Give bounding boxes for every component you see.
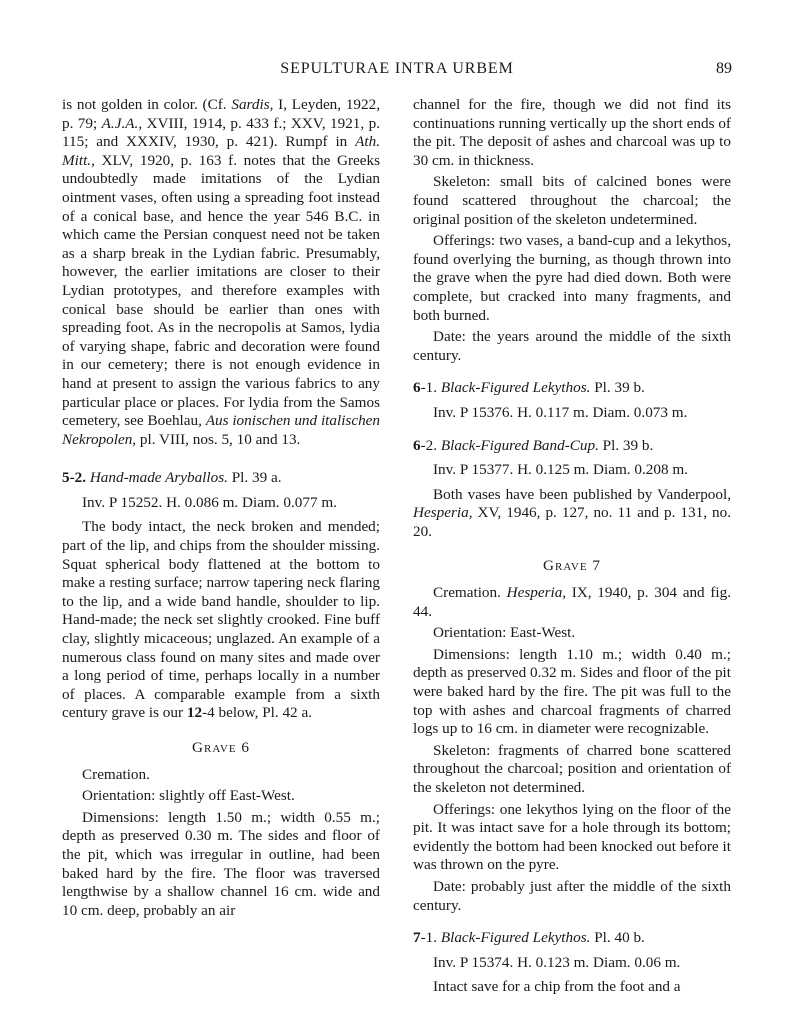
entry-heading-6-1: 6-1. Black-Figured Lekythos. Pl. 39 b. [413, 379, 645, 397]
grave-7-heading: Grave 7 [543, 557, 601, 575]
grave-7-offerings: Offerings: one lekythos lying on the floor of the pit. It was intact save for a hole through its bottom; evidently the bottom had been knocked out before it was thrown on the pyre. [413, 800, 731, 874]
paragraph-lydian-vases: is not golden in color. (Cf. Sardis, I, Leyden, 1922, p. 79; A.J.A., XVIII, 1914, p. 433 f.; XXV, 1921, p. 115; and XXXIV, 1930, p. 421). Rumpf in Ath. Mitt., XLV, 1920, p. 163 f. notes that the Greeks undoubtedly made imitations of the Lydian ointment vases, often using a spreading foot instead of a conical base, and hence the year 546 B.C. in which came the Persian conquest need not be taken as a sharp break in the Lydian fabric. Presumably, however, the earlier imitations are closer to their Lydian prototypes, and therefore examples with conical base should be earlier than ones with spreading foot. As in the necropolis at Samos, lydia of varying shape, fabric and decoration were found in our cemetery; there is not enough evidence in hand at present to assign the various fabrics to any particular place or places. For lydia from the Samos cemetery, see Boehlau, Aus ionischen und italischen Nekropolen, pl. VIII, nos. 5, 10 and 13. [62, 96, 380, 448]
grave-7-skeleton: Skeleton: fragments of charred bone scattered throughout the charcoal; position and orientation of the skeleton not determined. [413, 741, 731, 796]
grave-7-type: Cremation. Hesperia, IX, 1940, p. 304 and fig. 44. [413, 584, 732, 620]
grave-6-type: Cremation. [82, 765, 150, 783]
right-column [413, 96, 731, 1000]
inventory-6-2: Inv. P 15377. H. 0.125 m. Diam. 0.208 m. [433, 461, 688, 479]
inventory-7-1: Inv. P 15374. H. 0.123 m. Diam. 0.06 m. [433, 953, 681, 971]
description-5-2: The body intact, the neck broken and mended; part of the lip, and chips from the shoulder missing. Squat spherical body flattened at the bottom to make a resting surface; narrow tapering neck flaring to the lip, and a wide band handle, shoulder to lip. Hand-made; the neck set slightly crooked. Fine buff clay, slightly micaceous; unglazed. An example of a numerous class found on many sites and made over a long period of time, perhaps locally in a number of places. A comparable example from a sixth century grave is our 12-4 below, Pl. 42 a. [62, 518, 380, 722]
running-title: SEPULTURAE INTRA URBEM [280, 60, 514, 77]
grave-7-orientation: Orientation: East-West. [433, 624, 576, 642]
entry-heading-6-2: 6-2. Black-Figured Band-Cup. Pl. 39 b. [413, 436, 654, 454]
grave-7-date: Date: probably just after the middle of the sixth century. [413, 877, 731, 914]
inventory-6-1: Inv. P 15376. H. 0.117 m. Diam. 0.073 m. [433, 403, 688, 421]
left-column [62, 96, 380, 923]
grave-6-date: Date: the years around the middle of the sixth century. [413, 328, 731, 364]
inventory-5-2: Inv. P 15252. H. 0.086 m. Diam. 0.077 m. [82, 493, 337, 511]
grave-6-offerings: Offerings: two vases, a band-cup and a lekythos, found overlying the burning, as though thrown into the grave when the pyre had died down. Both were complete, but cracked into many fragments, and both burned. [413, 232, 731, 324]
grave-6-heading: Grave 6 [192, 739, 250, 756]
grave-6-skeleton: Skeleton: small bits of calcined bones were found scattered throughout the charcoal; the original position of the skeleton undetermined. [413, 173, 731, 228]
page-header [62, 60, 732, 84]
grave-6-continued: channel for the fire, though we did not find its continuations running vertically up the short ends of the pit. The deposit of ashes and charcoal was up to 30 cm. in thickness. [413, 96, 731, 169]
entry-heading-7-1: 7-1. Black-Figured Lekythos. Pl. 40 b. [413, 929, 645, 947]
grave-6-orientation: Orientation: slightly off East-West. [82, 787, 295, 805]
page-number: 89 [716, 60, 732, 77]
publication-note: Both vases have been published by Vanderpool, Hesperia, XV, 1946, p. 127, no. 11 and p. 131, no. 20. [413, 485, 731, 540]
entry-heading-5-2: 5-2. Hand-made Aryballos. Pl. 39 a. [62, 469, 282, 487]
grave-7-dimensions: Dimensions: length 1.10 m.; width 0.40 m.; depth as preserved 0.32 m. Sides and floor of the pit were baked hard by the fire. The pit was full to the top with ashes and charcoal fragments of charred logs up to 16 cm. in diameter were recognizable. [413, 645, 731, 738]
description-7-1: Intact save for a chip from the foot and a [433, 978, 681, 996]
grave-6-dimensions: Dimensions: length 1.50 m.; width 0.55 m.; depth as preserved 0.30 m. The sides and floor of the pit, which was irregular in outline, had been baked hard by the fire. The floor was traversed lengthwise by a shallow channel 16 cm. wide and 10 cm. deep, probably an air [62, 808, 380, 919]
